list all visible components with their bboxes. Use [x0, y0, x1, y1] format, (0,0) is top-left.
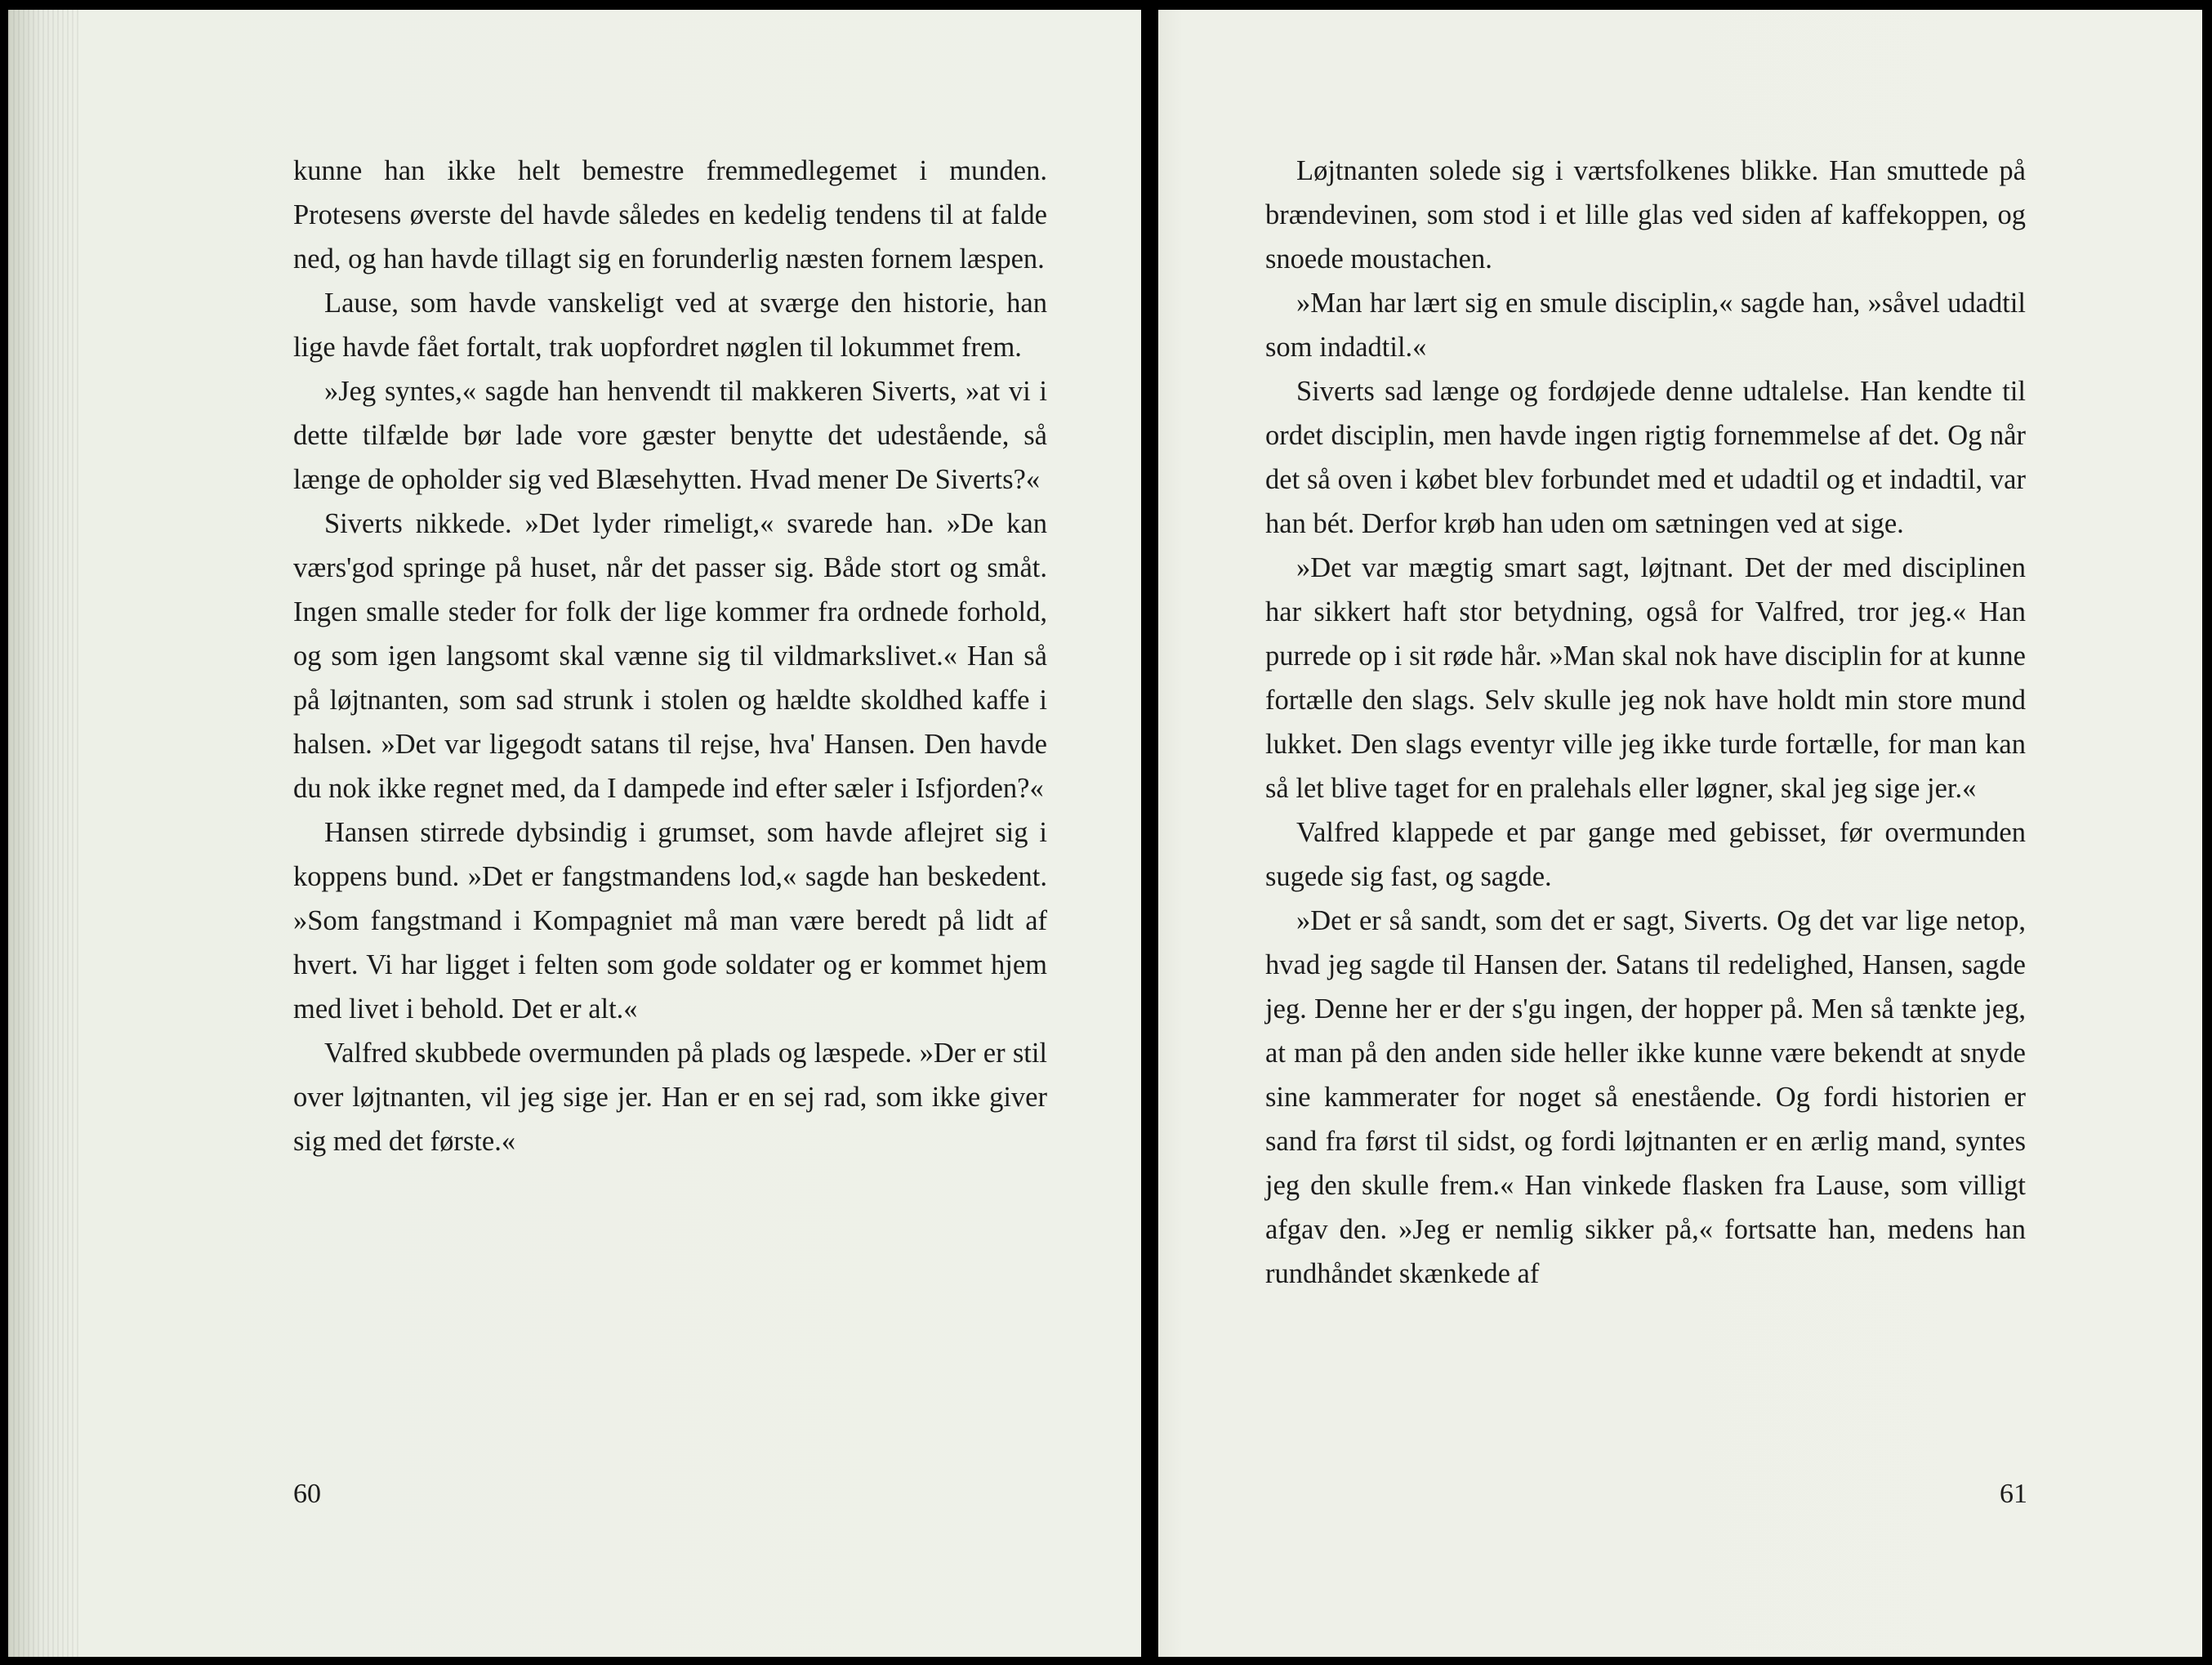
paragraph: Valfred skubbede overmunden på plads og læspede. »Der er stil over løjtnanten, vil jeg sige jer. Han er en sej rad, som ikke giver sig med det første.«: [293, 1038, 1047, 1157]
page-number: 60: [293, 1479, 321, 1509]
paragraph: Hansen stirrede dybsindig i grumset, som havde aflejret sig i koppens bund. »Det er fangstmandens lod,« sagde han beskedent. »Som fangstmand i Kompagniet må man være beredt på lidt af hvert. Vi har ligget i felten som gode soldater og er kommet hjem med livet i behold. Det er alt.«: [293, 817, 1047, 1024]
paragraph: Valfred klappede et par gange med gebisset, før overmunden sugede sig fast, og sagde.: [1265, 817, 2026, 892]
paragraph: Lause, som havde vanskeligt ved at sværge den historie, han lige havde fået fortalt, trak uopfordret nøglen til lokummet frem.: [293, 288, 1047, 363]
page-number: 61: [2000, 1479, 2027, 1509]
paragraph: kunne han ikke helt bemestre fremmedlegemet i munden. Protesens øverste del havde således en kedelig tendens til at falde ned, og han havde tillagt sig en forunderlig næsten fornem læspen.: [293, 155, 1047, 275]
paragraph: »Jeg syntes,« sagde han henvendt til makkeren Siverts, »at vi i dette tilfælde bør lade vore gæster benytte det udestående, så længe de opholder sig ved Blæsehytten. Hvad mener De Siverts?«: [293, 376, 1047, 495]
left-page: [8, 10, 1141, 1657]
paragraph: Siverts sad længe og fordøjede denne udtalelse. Han kendte til ordet disciplin, men havde ingen rigtig fornemmelse af det. Og når det så oven i købet blev forbundet med et udadtil og et indadtil, var han bét. Derfor krøb han uden om sætningen ved at sige.: [1265, 376, 2026, 539]
paragraph: »Det er så sandt, som det er sagt, Siverts. Og det var lige netop, hvad jeg sagde til Hansen der. Satans til redelighed, Hansen, sagde jeg. Denne her er der s'gu ingen, der hopper på. Men så tænkte jeg, at man på den anden side heller ikke kunne være bekendt at snyde sine kammerater for noget så enestående. Og fordi historien er sand fra først til sidst, og fordi løjtnanten er en ærlig mand, syntes jeg den skulle frem.« Han vinkede flasken fra Lause, som villigt afgav den. »Jeg er nemlig sikker på,« fortsatte han, medens han rundhåndet skænkede af: [1265, 905, 2026, 1289]
paragraph: »Det var mægtig smart sagt, løjtnant. Det der med disciplinen har sikkert haft stor betydning, også for Valfred, tror jeg.« Han purrede op i sit røde hår. »Man skal nok have disciplin for at kunne fortælle den slags. Selv skulle jeg nok have holdt min store mund lukket. Den slags eventyr ville jeg ikke turde fortælle, for man kan så let blive taget for en pralehals eller løgner, skal jeg sige jer.«: [1265, 552, 2026, 804]
right-page-text: [1265, 149, 2026, 1296]
page-edges: [8, 10, 82, 1657]
paragraph: Siverts nikkede. »Det lyder rimeligt,« svarede han. »De kan værs'god springe på huset, når det passer sig. Både stort og småt. Ingen smalle steder for folk der lige kommer fra ordnede forhold, og som igen langsomt skal vænne sig til vildmarkslivet.« Han så på løjtnanten, som sad strunk i stolen og hældte skoldhed kaffe i halsen. »Det var ligegodt satans til rejse, hva' Hansen. Den havde du nok ikke regnet med, da I dampede ind efter sæler i Isfjorden?«: [293, 508, 1047, 804]
right-page: [1158, 10, 2202, 1657]
paragraph: Løjtnanten solede sig i værtsfolkenes blikke. Han smuttede på brændevinen, som stod i et lille glas ved siden af kaffekoppen, og snoede moustachen.: [1265, 155, 2026, 275]
left-page-text: [293, 149, 1047, 1163]
paragraph: »Man har lært sig en smule disciplin,« sagde han, »såvel udadtil som indadtil.«: [1265, 288, 2026, 363]
